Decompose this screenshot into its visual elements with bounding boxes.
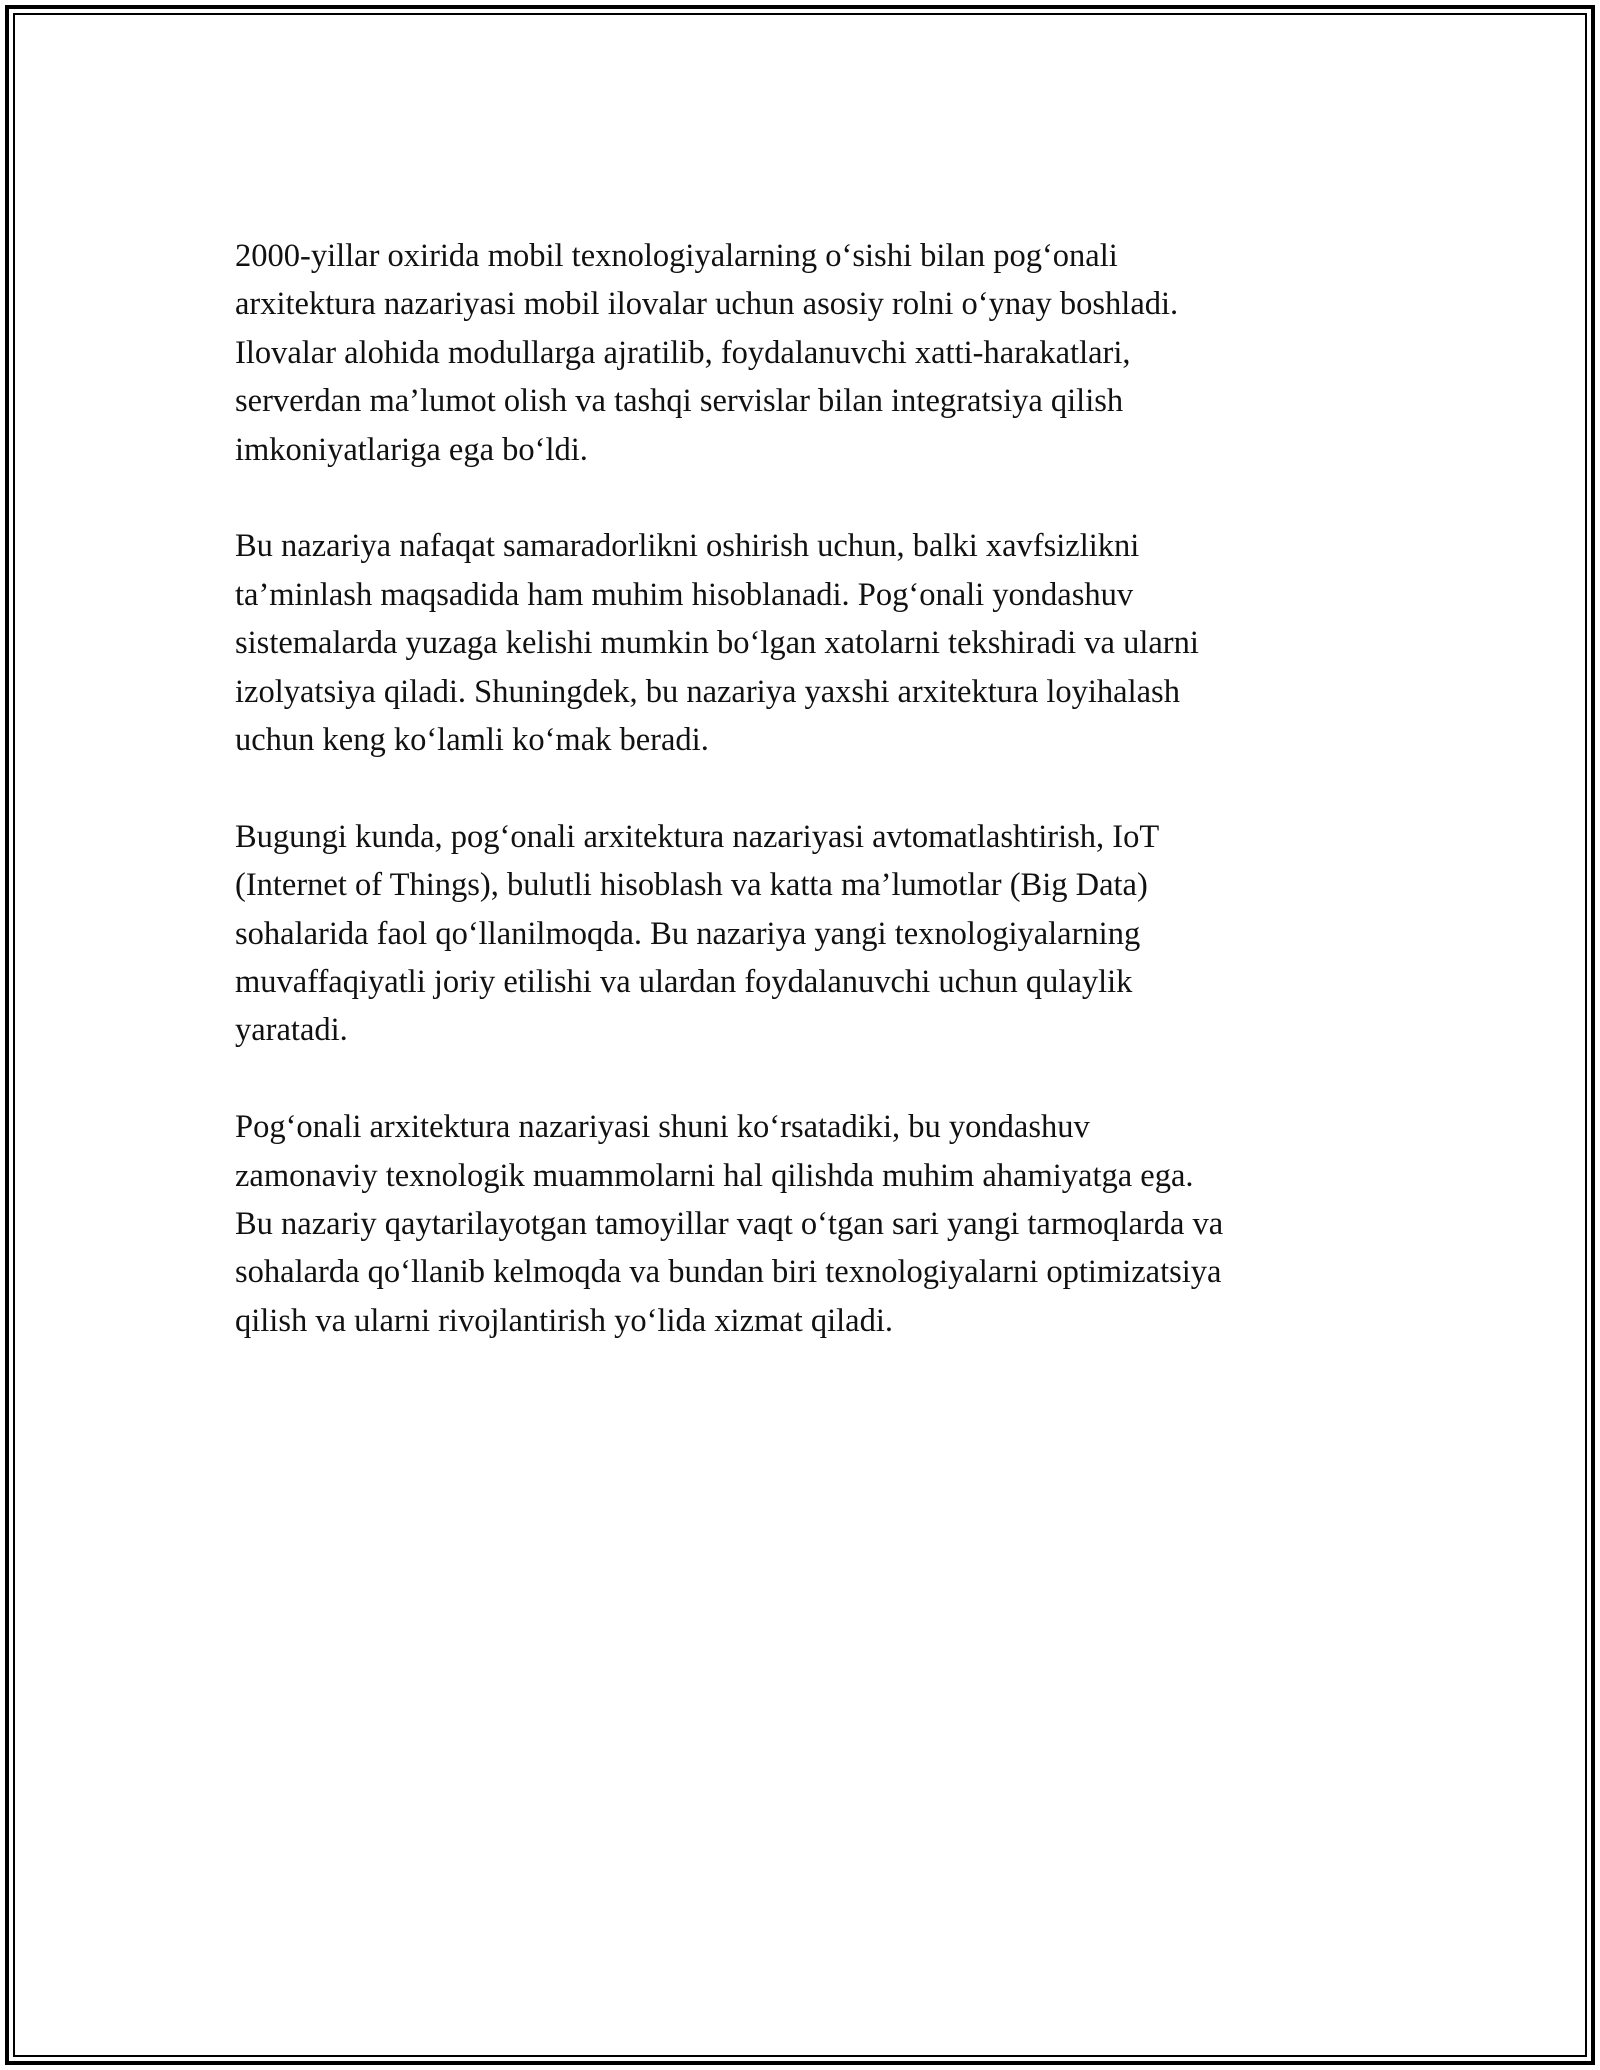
text-line: yaratadi. [235,1012,348,1049]
text-line: Ilovalar alohida modullarga ajratilib, foydalanuvchi xatti-harakatlari, [235,334,1131,371]
text-line: (Internet of Things), bulutli hisoblash va katta ma’lumotlar (Big Data) [235,867,1148,904]
text-line: Bu nazariya nafaqat samaradorlikni oshirish uchun, balki xavfsizlikni [235,528,1140,565]
text-line: Bugungi kunda, pog‘onali arxitektura nazariyasi avtomatlashtirish, IoT [235,818,1160,855]
text-line: uchun keng ko‘lamli ko‘mak beradi. [235,722,709,759]
document-body [235,232,1365,1394]
text-line: zamonaviy texnologik muammolarni hal qilishda muhim ahamiyatga ega. [235,1157,1194,1194]
paragraph-1 [235,232,1365,474]
text-line: Bu nazariy qaytarilayotgan tamoyillar vaqt o‘tgan sari yangi tarmoqlarda va [235,1206,1224,1243]
text-line: imkoniyatlariga ega bo‘ldi. [235,431,588,468]
text-line: muvaffaqiyatli joriy etilishi va ulardan foydalanuvchi uchun qulaylik [235,964,1133,1001]
text-line: serverdan ma’lumot olish va tashqi servislar bilan integratsiya qilish [235,383,1124,420]
text-line: sohalarda qo‘llanib kelmoqda va bundan biri texnologiyalarni optimizatsiya [235,1254,1222,1291]
text-line: arxitektura nazariyasi mobil ilovalar uchun asosiy rolni o‘ynay boshladi. [235,286,1179,323]
text-line: 2000-yillar oxirida mobil texnologiyalarning o‘sishi bilan pog‘onali [235,238,1118,274]
text-line: sistemalarda yuzaga kelishi mumkin bo‘lgan xatolarni tekshiradi va ularni [235,625,1199,662]
paragraph-3 [235,813,1365,1055]
text-line: ta’minlash maqsadida ham muhim hisoblanadi. Pog‘onali yondashuv [235,576,1134,613]
text-line: izolyatsiya qiladi. Shuningdek, bu nazariya yaxshi arxitektura loyihalash [235,673,1180,710]
paragraph-2 [235,522,1365,764]
text-line: sohalarida faol qo‘llanilmoqda. Bu nazariya yangi texnologiyalarning [235,915,1141,952]
text-line: qilish va ularni rivojlantirish yo‘lida xizmat qiladi. [235,1302,893,1339]
paragraph-4 [235,1103,1365,1345]
text-line: Pog‘onali arxitektura nazariyasi shuni ko‘rsatadiki, bu yondashuv [235,1109,1090,1146]
